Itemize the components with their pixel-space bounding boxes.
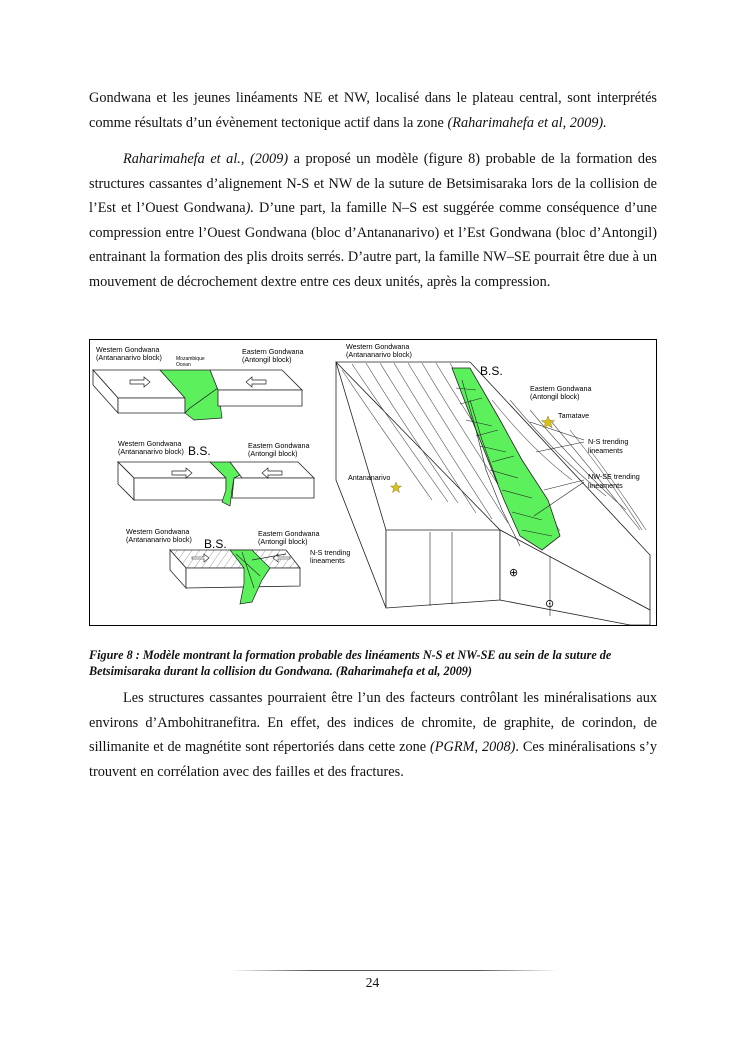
big-block-diagram	[336, 362, 650, 625]
panel-1-ocean-label-1: Mozambique	[176, 356, 205, 362]
paragraph-mineralisation-text-a: Les structures cassantes pourraient être l’un des facteurs contrôlant les minéralisations aux environs d’Ambohitranefitra. En effet, des indices de chromite, de graphite, de corindon, de sillimanite et de magnétite sont répertoriés dans cette zone	[89, 690, 657, 755]
panel-3-west-title: Western Gondwana	[126, 527, 190, 536]
panel-3-blocks	[170, 550, 300, 604]
paragraph-model-paren: ).	[245, 200, 254, 216]
panel-3-west-sub: (Antananarivo block)	[126, 535, 192, 544]
panel-3-east-sub: (Antongil block)	[258, 537, 308, 546]
paragraph-intro	[89, 86, 657, 135]
citation-pgrm: (PGRM, 2008)	[430, 739, 516, 755]
antananarivo-label: Antananarivo	[348, 473, 391, 482]
panel-1-east-title: Eastern Gondwana	[242, 347, 304, 356]
paragraph-intro-text: Gondwana et les jeunes linéaments NE et NW, localisé dans le plateau central, sont interprétés comme résultats d’un évènement tectonique actif dans la zone	[89, 90, 657, 131]
citation-raharimahefa-2: Raharimahefa et al., (2009)	[123, 151, 289, 167]
big-nwse-label-1: NW-SE trending	[588, 472, 640, 481]
big-west-sub: (Antananarivo block)	[346, 350, 412, 359]
panel-2-bs-label: B.S.	[188, 444, 211, 458]
plus-symbol-icon: ⊕	[509, 567, 519, 579]
footer-divider	[230, 970, 558, 971]
panel-1-ocean-label-2: Ocean	[176, 362, 191, 368]
big-east-title: Eastern Gondwana	[530, 384, 592, 393]
big-nwse-label-2: lineaments	[588, 481, 623, 490]
panel-2-west-sub: (Antananarivo block)	[118, 447, 184, 456]
panel-1-blocks	[93, 370, 302, 420]
figure-8	[89, 339, 657, 626]
antananarivo-star-icon	[391, 482, 402, 493]
panel-2-east-title: Eastern Gondwana	[248, 441, 310, 450]
page-number: 24	[365, 975, 380, 990]
paragraph-model-text-a: a proposé un modèle (figure 8) probable de la formation des structures cassantes d’alignement N-S et NW de la suture de Betsimisaraka lors de la collision de l’Est et l’Ouest Gondwana	[89, 151, 657, 216]
panel-1-east-sub: (Antongil block)	[242, 355, 292, 364]
figure-8-diagram	[90, 340, 656, 625]
big-bs-label: B.S.	[480, 364, 503, 378]
tamatave-label: Tamatave	[558, 411, 590, 420]
panel-2-west-title: Western Gondwana	[118, 439, 182, 448]
panel-3-bs-label: B.S.	[204, 537, 227, 551]
figure-caption: Figure 8 : Modèle montrant la formation probable des linéaments N-S et NW-SE au sein de la suture de Betsimisaraka durant la collision du Gondwana. (Raharimahefa et al, 2009)	[89, 648, 612, 678]
panel-1-west-sub: (Antananarivo block)	[96, 353, 162, 362]
dot-symbol-icon: ⊙	[545, 598, 555, 610]
panel-3-ns-label-1: N-S trending	[310, 548, 351, 557]
paragraph-model-text-b: D’une part, la famille N–S est suggérée comme conséquence d’une compression entre l’Ouest Gondwana (bloc d’Antananarivo) et l’Est Gondwana (bloc d’Antongil) entrainant la formation des plis droits serrés. D’autre part, la famille NW–SE pourrait être due à un mouvement de décrochement dextre entre ces deux unités, après la compression.	[89, 200, 657, 290]
paragraph-mineralisation	[89, 686, 657, 784]
big-ns-label-1: N-S trending	[588, 437, 629, 446]
panel-1-west-title: Western Gondwana	[96, 345, 160, 354]
panel-2-blocks	[118, 462, 314, 506]
panel-2-east-sub: (Antongil block)	[248, 449, 298, 458]
big-west-title: Western Gondwana	[346, 342, 410, 351]
panel-3-ns-label-2: lineaments	[310, 556, 345, 565]
big-east-sub: (Antongil block)	[530, 392, 580, 401]
paragraph-mineralisation-text-b: . Ces minéralisations s’y trouvent en corrélation avec des failles et des fractures.	[89, 739, 658, 780]
panel-3-east-title: Eastern Gondwana	[258, 529, 320, 538]
paragraph-model	[89, 147, 657, 294]
citation-raharimahefa: (Raharimahefa et al, 2009).	[447, 114, 607, 131]
big-ns-label-2: lineaments	[588, 446, 623, 455]
